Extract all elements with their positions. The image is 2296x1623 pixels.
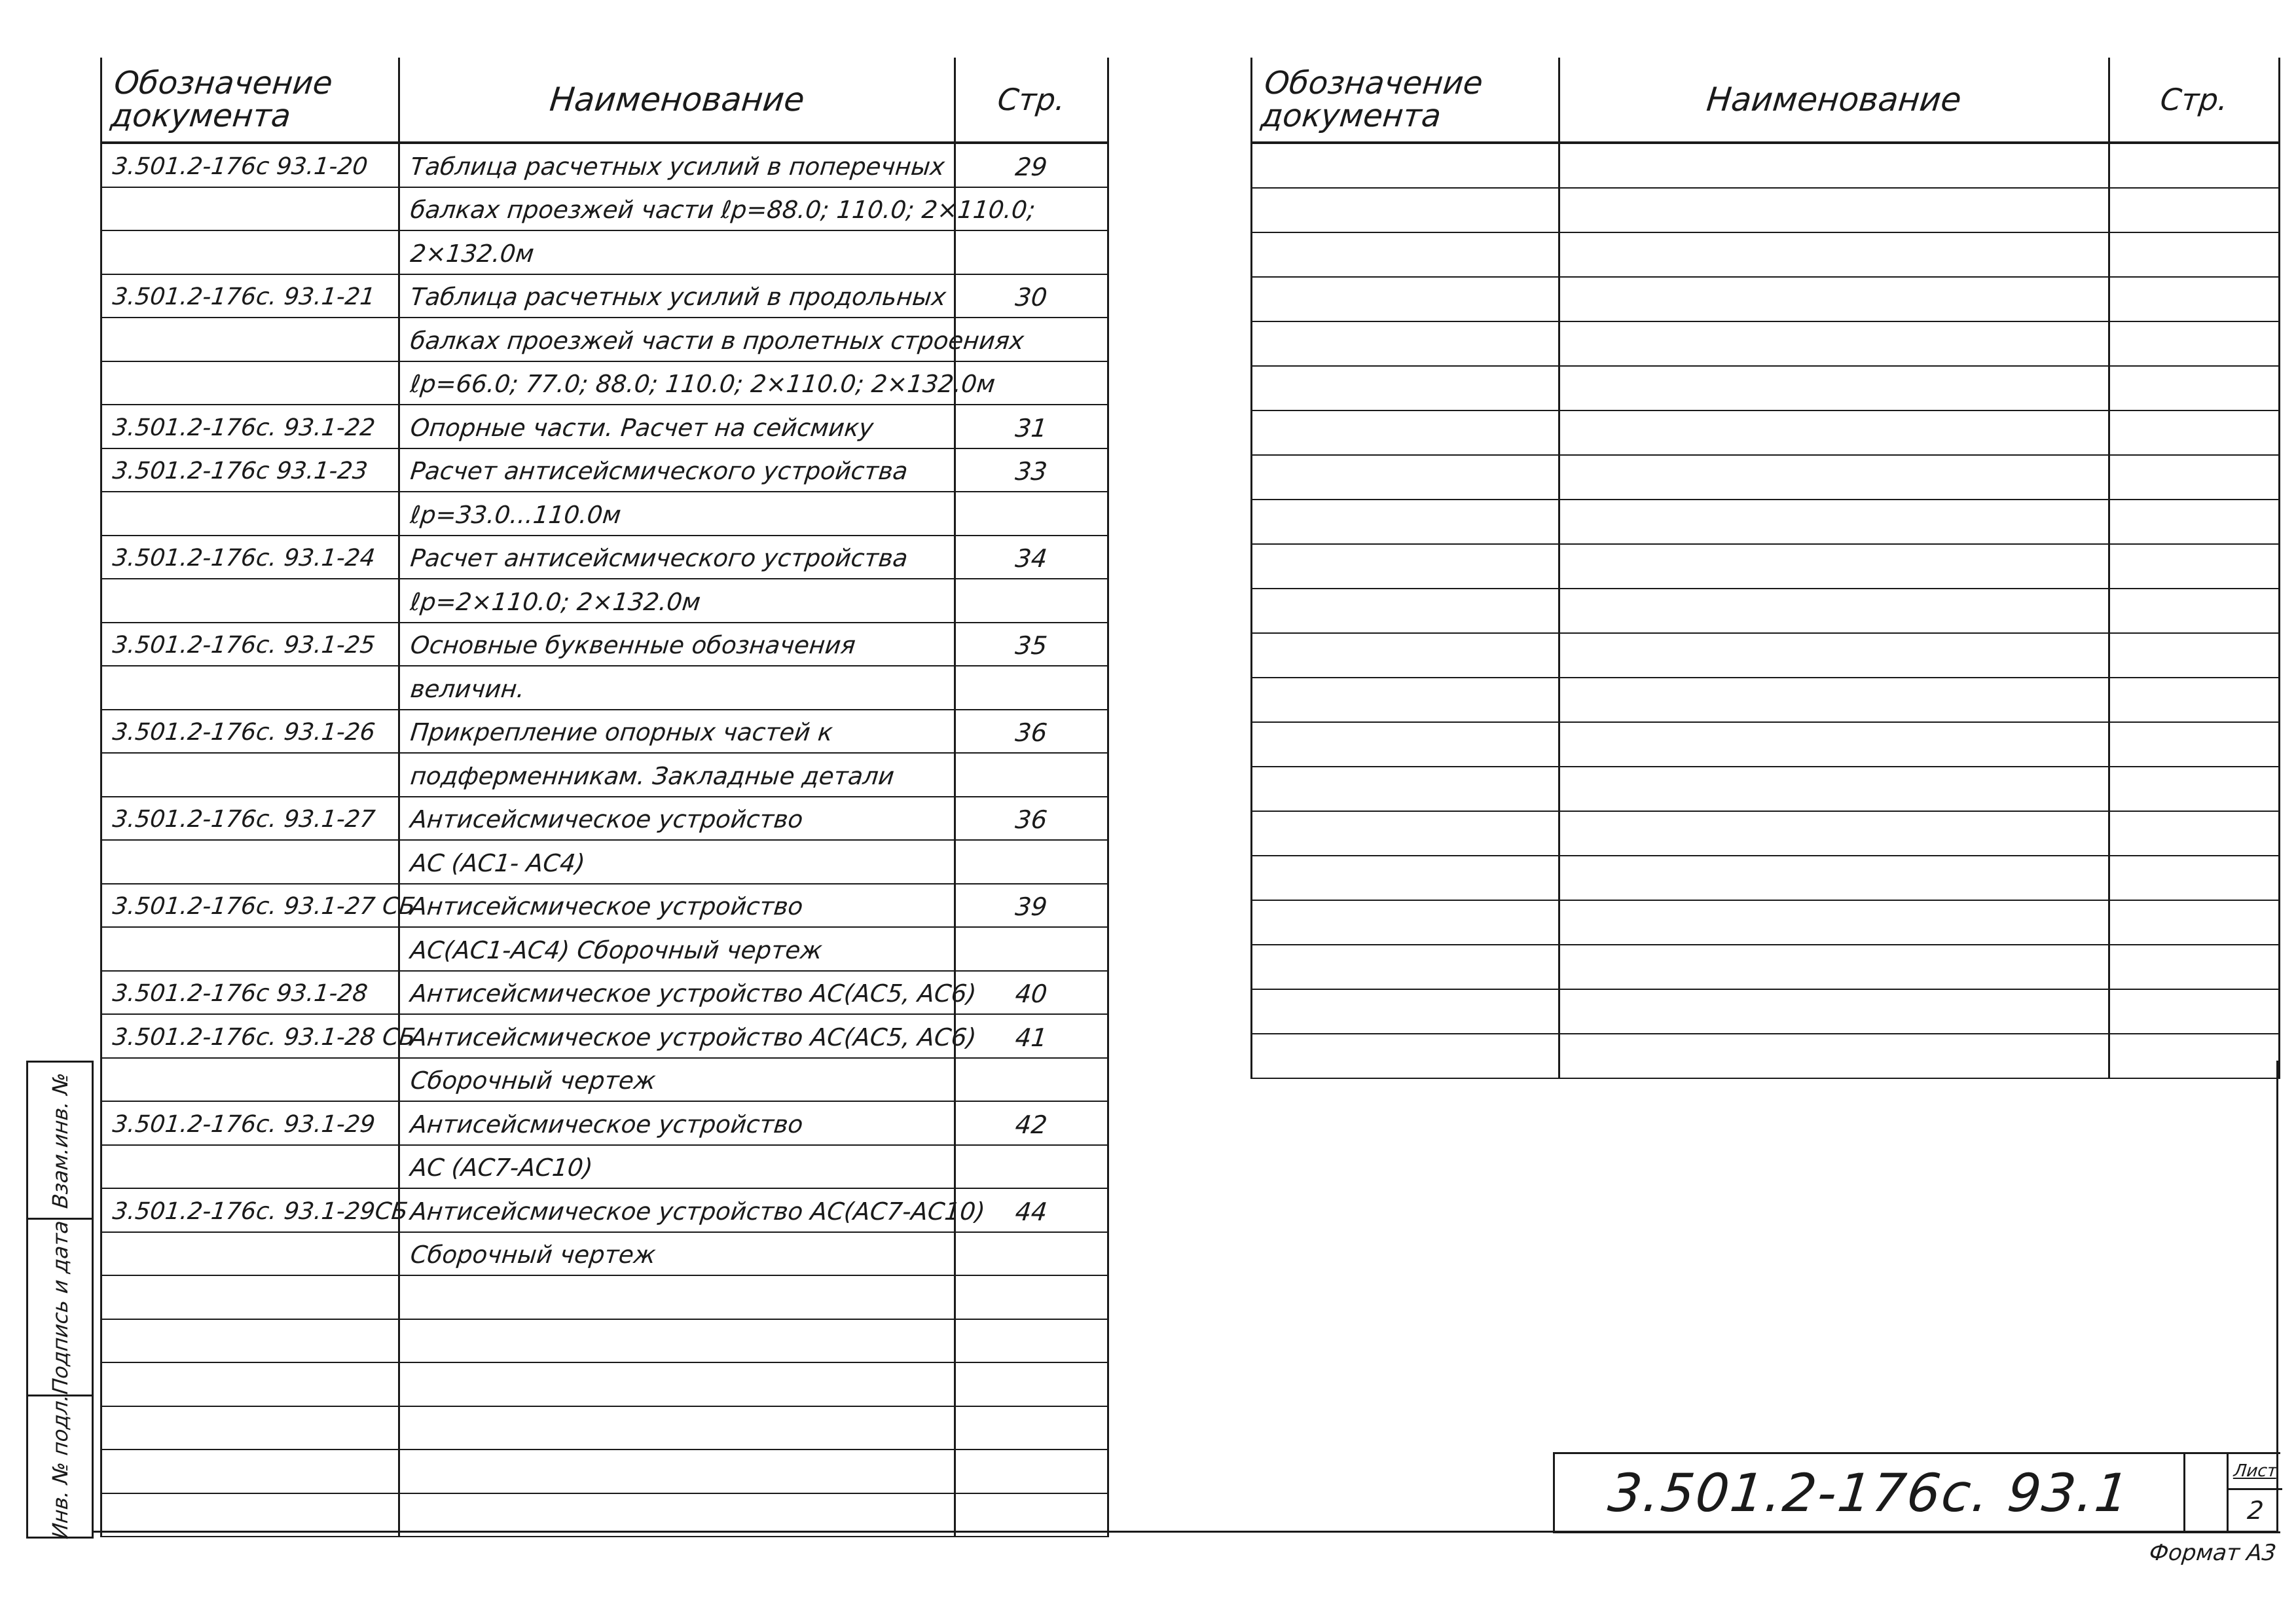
table-row — [101, 1406, 1108, 1450]
empty-cell — [1559, 767, 2109, 811]
empty-cell — [2109, 500, 2280, 544]
cell-page — [955, 666, 1108, 710]
table-row — [101, 1014, 1108, 1058]
cell-page: 42 — [955, 1101, 1108, 1145]
cell-name: АС(АС1-АС4) Сборочный чертеж — [399, 927, 955, 971]
empty-cell — [1252, 589, 1559, 633]
cell-name: Прикрепление опорных частей к — [399, 710, 955, 754]
table-row — [101, 579, 1108, 623]
header-designation-right: Обозначение документа — [1252, 58, 1559, 143]
empty-cell — [1559, 188, 2109, 232]
empty-cell — [1252, 722, 1559, 767]
header-page-right: Стр. — [2109, 58, 2280, 143]
empty-cell — [1252, 767, 1559, 811]
cell-designation — [101, 1406, 399, 1450]
table-row — [101, 536, 1108, 579]
cell-name: АС (АС7-АС10) — [399, 1145, 955, 1189]
empty-cell — [2109, 188, 2280, 232]
cell-designation: 3.501.2-176с 93.1-20 — [101, 143, 399, 187]
table-row — [101, 187, 1108, 231]
empty-cell — [2109, 544, 2280, 589]
table-row — [101, 884, 1108, 928]
empty-cell — [1252, 500, 1559, 544]
cell-page — [955, 579, 1108, 623]
cell-name: Основные буквенные обозначения — [399, 623, 955, 666]
empty-cell — [1559, 143, 2109, 188]
empty-cell — [1559, 900, 2109, 945]
cell-designation: 3.501.2-176с. 93.1-29СБ — [101, 1188, 399, 1232]
header-page: Стр. — [955, 58, 1108, 143]
cell-page — [955, 1058, 1108, 1102]
empty-cell — [1559, 811, 2109, 856]
cell-name: величин. — [399, 666, 955, 710]
table-row — [101, 361, 1108, 405]
table-row — [1252, 856, 2280, 900]
cell-designation: 3.501.2-176с. 93.1-25 — [101, 623, 399, 666]
table-row — [1252, 277, 2280, 321]
empty-cell — [2109, 633, 2280, 678]
empty-cell — [1252, 143, 1559, 188]
table-row — [101, 623, 1108, 666]
empty-cell — [2109, 589, 2280, 633]
cell-name: Сборочный чертеж — [399, 1232, 955, 1276]
empty-cell — [1559, 989, 2109, 1034]
empty-cell — [2109, 945, 2280, 989]
sheet-number-cell: 2 — [2227, 1490, 2282, 1531]
empty-cell — [1252, 989, 1559, 1034]
empty-cell — [2109, 722, 2280, 767]
empty-cell — [1559, 722, 2109, 767]
cell-name: ℓр=66.0; 77.0; 88.0; 110.0; 2×110.0; 2×132.0м — [399, 361, 955, 405]
cell-designation: 3.501.2-176с. 93.1-27 — [101, 797, 399, 841]
header-designation: Обозначение документа — [101, 58, 399, 143]
cell-designation — [101, 927, 399, 971]
cell-name: ℓр=33.0...110.0м — [399, 492, 955, 536]
cell-name: балках проезжей части ℓр=88.0; 110.0; 2×110.0; — [399, 187, 955, 231]
table-row — [101, 274, 1108, 318]
cell-name — [399, 1319, 955, 1363]
format-label: Формат А3 — [2148, 1540, 2278, 1566]
empty-cell — [2109, 811, 2280, 856]
cell-name: Расчет антисейсмического устройства — [399, 536, 955, 579]
cell-designation: 3.501.2-176с. 93.1-26 — [101, 710, 399, 754]
cell-designation — [101, 579, 399, 623]
table-row — [101, 1450, 1108, 1493]
cell-name: Опорные части. Расчет на сейсмику — [399, 405, 955, 448]
cell-page — [955, 1319, 1108, 1363]
cell-designation — [101, 840, 399, 884]
table-row — [101, 448, 1108, 492]
empty-cell — [1252, 544, 1559, 589]
table-row — [1252, 544, 2280, 589]
cell-name: Антисейсмическое устройство АС(АС5, АС6) — [399, 1014, 955, 1058]
cell-name: Таблица расчетных усилий в поперечных — [399, 143, 955, 187]
table-row — [1252, 900, 2280, 945]
table-row — [101, 1232, 1108, 1276]
cell-page — [955, 1406, 1108, 1450]
cell-page — [955, 1232, 1108, 1276]
cell-designation — [101, 666, 399, 710]
cell-designation — [101, 1275, 399, 1319]
empty-cell — [1559, 321, 2109, 366]
empty-cell — [2109, 321, 2280, 366]
table-row — [1252, 633, 2280, 678]
cell-name: Антисейсмическое устройство АС(АС5, АС6) — [399, 971, 955, 1015]
title-block-number: 3.501.2-176с. 93.1 — [1605, 1462, 2133, 1523]
cell-page — [955, 1145, 1108, 1189]
side-stamp-label-original: Инв. № подл. — [47, 1393, 73, 1541]
cell-page: 44 — [955, 1188, 1108, 1232]
title-block-sheet — [2183, 1454, 2282, 1531]
table-row — [1252, 500, 2280, 544]
table-row — [1252, 143, 2280, 188]
cell-designation: 3.501.2-176с. 93.1-21 — [101, 274, 399, 318]
cell-designation — [101, 1319, 399, 1363]
frame-line-right — [2276, 1061, 2278, 1531]
empty-cell — [1559, 856, 2109, 900]
header-name-right: Наименование — [1559, 58, 2109, 143]
table-row — [101, 1362, 1108, 1406]
cell-name: Антисейсмическое устройство — [399, 1101, 955, 1145]
table-row — [1252, 678, 2280, 722]
table-row — [101, 405, 1108, 448]
sheet-label-cell: Лист — [2227, 1454, 2282, 1490]
side-stamp-label-replaced: Взам.инв. № — [47, 1070, 73, 1210]
table-row — [1252, 989, 2280, 1034]
empty-cell — [1559, 366, 2109, 410]
cell-name — [399, 1362, 955, 1406]
empty-cell — [1252, 277, 1559, 321]
empty-cell — [2109, 366, 2280, 410]
contents-table-right — [1250, 58, 2280, 1079]
table-row — [1252, 232, 2280, 277]
empty-cell — [1559, 500, 2109, 544]
cell-name — [399, 1406, 955, 1450]
table-row — [101, 1058, 1108, 1102]
cell-page: 29 — [955, 143, 1108, 187]
empty-cell — [1252, 455, 1559, 500]
cell-page: 33 — [955, 448, 1108, 492]
frame-line-left — [92, 1531, 1107, 1533]
cell-page — [955, 927, 1108, 971]
empty-cell — [2109, 767, 2280, 811]
side-stamp — [26, 1061, 94, 1539]
table-row — [101, 230, 1108, 274]
cell-name: ℓр=2×110.0; 2×132.0м — [399, 579, 955, 623]
cell-page: 36 — [955, 797, 1108, 841]
table-row — [1252, 811, 2280, 856]
title-block — [1553, 1452, 2280, 1533]
cell-name: Сборочный чертеж — [399, 1058, 955, 1102]
side-stamp-cell-original — [28, 1393, 92, 1541]
cell-designation: 3.501.2-176с. 93.1-29 — [101, 1101, 399, 1145]
cell-page: 39 — [955, 884, 1108, 928]
empty-cell — [1252, 410, 1559, 455]
table-row — [101, 971, 1108, 1015]
cell-name: Антисейсмическое устройство — [399, 884, 955, 928]
table-row — [101, 840, 1108, 884]
table-row — [101, 1188, 1108, 1232]
cell-page — [955, 1275, 1108, 1319]
cell-name: балках проезжей части в пролетных строениях — [399, 318, 955, 361]
table-row — [1252, 321, 2280, 366]
cell-name: Таблица расчетных усилий в продольных — [399, 274, 955, 318]
cell-designation — [101, 1450, 399, 1493]
cell-page: 34 — [955, 536, 1108, 579]
frame-line-bottom-right — [1107, 1531, 2278, 1533]
table-row — [101, 318, 1108, 361]
table-row — [101, 927, 1108, 971]
empty-cell — [1559, 455, 2109, 500]
cell-designation — [101, 1058, 399, 1102]
contents-table-left — [100, 58, 1109, 1537]
cell-designation — [101, 1362, 399, 1406]
table-row — [1252, 945, 2280, 989]
cell-designation: 3.501.2-176с. 93.1-28 СБ — [101, 1014, 399, 1058]
empty-cell — [2109, 410, 2280, 455]
empty-cell — [1559, 277, 2109, 321]
table-row — [101, 797, 1108, 841]
empty-cell — [1559, 589, 2109, 633]
cell-page — [955, 230, 1108, 274]
cell-designation — [101, 187, 399, 231]
table-row — [1252, 722, 2280, 767]
table-row — [1252, 767, 2280, 811]
table-row — [101, 1145, 1108, 1189]
cell-designation — [101, 230, 399, 274]
empty-cell — [1252, 678, 1559, 722]
cell-designation: 3.501.2-176с. 93.1-24 — [101, 536, 399, 579]
cell-name: АС (АС1- АС4) — [399, 840, 955, 884]
cell-designation — [101, 753, 399, 797]
cell-name: Антисейсмическое устройство — [399, 797, 955, 841]
side-stamp-label-signature: Подпись и дата — [47, 1218, 73, 1396]
cell-name: подферменникам. Закладные детали — [399, 753, 955, 797]
empty-cell — [2109, 277, 2280, 321]
cell-designation — [101, 1145, 399, 1189]
table-row — [1252, 589, 2280, 633]
cell-page — [955, 753, 1108, 797]
empty-cell — [1559, 678, 2109, 722]
cell-name — [399, 1450, 955, 1493]
cell-page — [955, 1450, 1108, 1493]
cell-designation — [101, 318, 399, 361]
empty-cell — [1252, 366, 1559, 410]
table-row — [101, 1275, 1108, 1319]
empty-cell — [2109, 455, 2280, 500]
empty-cell — [1252, 232, 1559, 277]
cell-name: Антисейсмическое устройство АС(АС7-АС10) — [399, 1188, 955, 1232]
empty-cell — [2109, 1034, 2280, 1078]
cell-page: 30 — [955, 274, 1108, 318]
cell-page: 40 — [955, 971, 1108, 1015]
side-stamp-cell-signature — [28, 1220, 92, 1396]
table-row — [1252, 366, 2280, 410]
cell-designation — [101, 492, 399, 536]
empty-cell — [1252, 856, 1559, 900]
empty-cell — [1252, 633, 1559, 678]
empty-cell — [1252, 1034, 1559, 1078]
empty-cell — [1252, 900, 1559, 945]
empty-cell — [2109, 232, 2280, 277]
cell-name: Расчет антисейсмического устройства — [399, 448, 955, 492]
empty-cell — [1559, 410, 2109, 455]
table-row — [101, 143, 1108, 187]
empty-cell — [1559, 1034, 2109, 1078]
table-row — [101, 1101, 1108, 1145]
cell-page: 36 — [955, 710, 1108, 754]
cell-page — [955, 492, 1108, 536]
cell-page — [955, 840, 1108, 884]
empty-cell — [2109, 143, 2280, 188]
empty-cell — [2109, 900, 2280, 945]
side-stamp-cell-replaced — [28, 1063, 92, 1220]
table-row — [101, 1319, 1108, 1363]
empty-cell — [1252, 321, 1559, 366]
frame-line-center — [1107, 58, 1109, 1531]
header-name: Наименование — [399, 58, 955, 143]
table-row — [101, 666, 1108, 710]
cell-designation: 3.501.2-176с 93.1-28 — [101, 971, 399, 1015]
table-row — [101, 710, 1108, 754]
cell-designation — [101, 361, 399, 405]
empty-cell — [1252, 945, 1559, 989]
table-row — [101, 753, 1108, 797]
table-row — [1252, 188, 2280, 232]
empty-cell — [1252, 188, 1559, 232]
empty-cell — [1559, 945, 2109, 989]
cell-name — [399, 1275, 955, 1319]
cell-page: 41 — [955, 1014, 1108, 1058]
cell-page: 31 — [955, 405, 1108, 448]
cell-designation: 3.501.2-176с. 93.1-27 СБ — [101, 884, 399, 928]
empty-cell — [2109, 678, 2280, 722]
cell-page: 35 — [955, 623, 1108, 666]
empty-cell — [1252, 811, 1559, 856]
cell-page — [955, 1362, 1108, 1406]
table-row — [1252, 1034, 2280, 1078]
table-row — [101, 492, 1108, 536]
cell-designation: 3.501.2-176с 93.1-23 — [101, 448, 399, 492]
table-row — [1252, 410, 2280, 455]
empty-cell — [2109, 856, 2280, 900]
empty-cell — [1559, 633, 2109, 678]
empty-cell — [1559, 544, 2109, 589]
table-row — [1252, 455, 2280, 500]
empty-cell — [1559, 232, 2109, 277]
cell-designation — [101, 1232, 399, 1276]
empty-cell — [2109, 989, 2280, 1034]
cell-name: 2×132.0м — [399, 230, 955, 274]
cell-designation: 3.501.2-176с. 93.1-22 — [101, 405, 399, 448]
